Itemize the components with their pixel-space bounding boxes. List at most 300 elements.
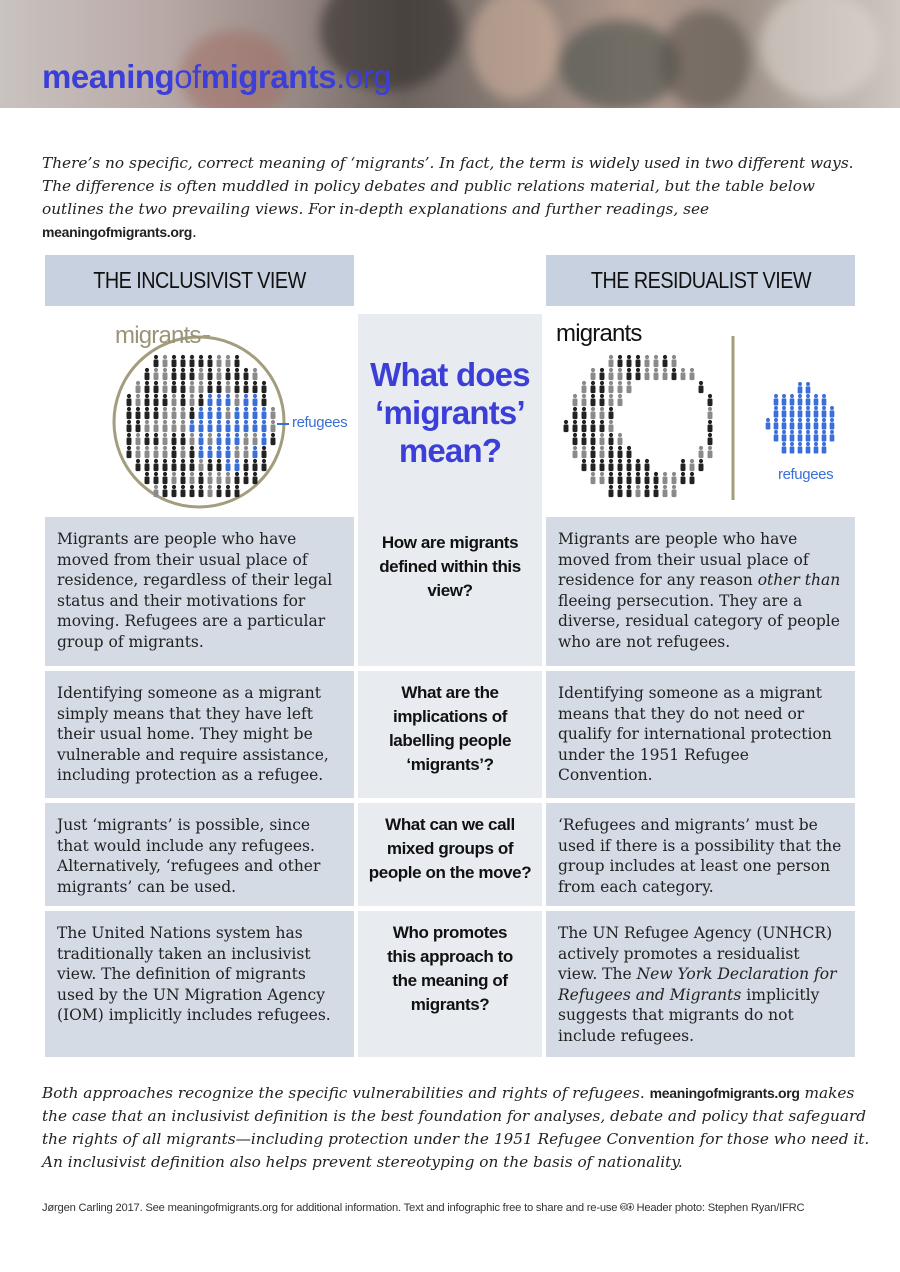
person-icon <box>699 446 704 458</box>
person-icon <box>181 381 186 393</box>
person-icon <box>190 407 195 419</box>
person-icon <box>591 459 596 471</box>
person-icon <box>618 433 623 445</box>
person-icon <box>226 459 231 471</box>
row4-residualist-cell: The UN Refugee Agency (UNHCR) actively promotes a residualist view. The New York Declaration for Refugees and Migrants implicitly suggests that migrants do not include refugees. <box>546 911 855 1057</box>
residualist-infographic <box>546 314 855 514</box>
person-icon <box>181 420 186 432</box>
person-icon <box>690 472 695 484</box>
person-icon <box>190 420 195 432</box>
person-icon <box>262 394 267 406</box>
person-icon <box>190 446 195 458</box>
person-icon <box>154 446 159 458</box>
person-icon <box>774 418 779 430</box>
person-icon <box>253 459 258 471</box>
person-icon <box>672 368 677 380</box>
person-icon <box>618 446 623 458</box>
person-icon <box>573 420 578 432</box>
person-icon <box>774 430 779 442</box>
person-icon <box>782 394 787 406</box>
person-icon <box>154 433 159 445</box>
person-icon <box>190 472 195 484</box>
person-icon <box>136 407 141 419</box>
person-icon <box>154 394 159 406</box>
person-icon <box>708 433 713 445</box>
row1-residualist-cell: Migrants are people who have moved from their usual place of residence for any reason other than fleeing persecution. They are a diverse, residual category of people who are not refugees. <box>546 517 855 666</box>
person-icon <box>609 446 614 458</box>
person-icon <box>654 485 659 497</box>
person-icon <box>163 433 168 445</box>
person-icon <box>244 433 249 445</box>
right-migrants-label: migrants <box>556 320 642 347</box>
person-icon <box>199 485 204 497</box>
person-icon <box>181 407 186 419</box>
right-refugees-label: refugees <box>778 466 834 483</box>
person-icon <box>208 459 213 471</box>
person-icon <box>235 433 240 445</box>
person-icon <box>618 485 623 497</box>
person-icon <box>600 472 605 484</box>
person-icon <box>663 485 668 497</box>
person-icon <box>181 472 186 484</box>
person-icon <box>244 381 249 393</box>
row2-residualist-cell: Identifying someone as a migrant means that they do not need or qualify for international protection under the 1951 Refugee Convention. <box>546 671 855 798</box>
person-icon <box>163 420 168 432</box>
person-icon <box>145 381 150 393</box>
person-icon <box>830 406 835 418</box>
person-icon <box>226 472 231 484</box>
person-icon <box>627 355 632 367</box>
person-icon <box>798 382 803 394</box>
person-icon <box>573 394 578 406</box>
person-icon <box>790 406 795 418</box>
person-icon <box>681 472 686 484</box>
person-icon <box>199 394 204 406</box>
person-icon <box>609 433 614 445</box>
site-logo[interactable]: meaningofmigrants.org <box>42 58 391 95</box>
person-icon <box>226 381 231 393</box>
person-icon <box>199 459 204 471</box>
person-icon <box>609 394 614 406</box>
person-icon <box>127 420 132 432</box>
person-icon <box>708 407 713 419</box>
person-icon <box>226 485 231 497</box>
row3-residualist-cell: ‘Refugees and migrants’ must be used if there is a possibility that the group includes at least one person from each category. <box>546 803 855 906</box>
person-icon <box>235 420 240 432</box>
row3-question-cell <box>358 803 542 906</box>
person-icon <box>262 420 267 432</box>
row2-question-cell <box>358 671 542 798</box>
person-icon <box>145 420 150 432</box>
person-icon <box>199 420 204 432</box>
person-icon <box>163 485 168 497</box>
person-icon <box>627 472 632 484</box>
person-icon <box>636 459 641 471</box>
person-icon <box>806 442 811 454</box>
person-icon <box>190 459 195 471</box>
person-icon <box>190 368 195 380</box>
intro-paragraph: There’s no specific, correct meaning of ‘migrants’. In fact, the term is widely used in two different ways. The difference is often muddled in policy debates and public relations material, but the table below outlines the two prevailing views. For in-depth explanations and further readings, see meaningofmigrants.org. <box>42 154 854 241</box>
person-icon <box>190 485 195 497</box>
person-icon <box>690 368 695 380</box>
person-icon <box>582 420 587 432</box>
person-icon <box>154 459 159 471</box>
header-photo-banner <box>0 0 900 108</box>
row2-question: What are the implications of labelling people ‘migrants’? <box>388 683 512 774</box>
person-icon <box>806 418 811 430</box>
person-icon <box>163 368 168 380</box>
person-icon <box>806 382 811 394</box>
person-icon <box>154 485 159 497</box>
person-icon <box>244 420 249 432</box>
person-icon <box>163 355 168 367</box>
person-icon <box>636 368 641 380</box>
person-icon <box>181 459 186 471</box>
person-icon <box>573 446 578 458</box>
person-icon <box>181 433 186 445</box>
person-icon <box>600 381 605 393</box>
person-icon <box>822 442 827 454</box>
person-icon <box>600 446 605 458</box>
row2-inclusivist-cell: Identifying someone as a migrant simply means that they have left their usual home. They might be vulnerable and require assistance, including protection as a refugee. <box>45 671 354 798</box>
person-icon <box>627 368 632 380</box>
person-icon <box>822 430 827 442</box>
person-icon <box>582 381 587 393</box>
person-icon <box>672 472 677 484</box>
person-icon <box>672 355 677 367</box>
person-icon <box>208 485 213 497</box>
person-icon <box>235 407 240 419</box>
person-icon <box>798 394 803 406</box>
person-icon <box>573 433 578 445</box>
center-question-cell: What does ‘migrants’ mean? <box>358 314 542 666</box>
person-icon <box>699 381 704 393</box>
person-icon <box>217 394 222 406</box>
person-icon <box>814 406 819 418</box>
person-icon <box>199 407 204 419</box>
person-icon <box>672 485 677 497</box>
person-icon <box>244 368 249 380</box>
person-icon <box>172 420 177 432</box>
person-icon <box>127 394 132 406</box>
person-icon <box>636 472 641 484</box>
person-icon <box>790 394 795 406</box>
person-icon <box>208 446 213 458</box>
person-icon <box>127 407 132 419</box>
person-icon <box>830 430 835 442</box>
person-icon <box>814 418 819 430</box>
person-icon <box>253 407 258 419</box>
inclusivist-header: THE INCLUSIVIST VIEW <box>45 255 354 306</box>
person-icon <box>145 433 150 445</box>
person-icon <box>766 418 771 430</box>
person-icon <box>244 446 249 458</box>
person-icon <box>609 459 614 471</box>
person-icon <box>217 355 222 367</box>
person-icon <box>782 418 787 430</box>
person-icon <box>136 381 141 393</box>
person-icon <box>663 355 668 367</box>
person-icon <box>145 472 150 484</box>
person-icon <box>235 381 240 393</box>
person-icon <box>609 381 614 393</box>
person-icon <box>271 407 276 419</box>
row3-inclusivist-cell: Just ‘migrants’ is possible, since that would include any refugees. Alternatively, ‘refugees and other migrants’ can be used. <box>45 803 354 906</box>
person-icon <box>582 459 587 471</box>
person-icon <box>127 446 132 458</box>
person-icon <box>172 472 177 484</box>
left-refugees-label: refugees <box>292 414 348 431</box>
person-icon <box>226 433 231 445</box>
person-icon <box>699 459 704 471</box>
person-icon <box>244 407 249 419</box>
person-icon <box>618 368 623 380</box>
person-icon <box>708 394 713 406</box>
person-icon <box>181 368 186 380</box>
person-icon <box>181 485 186 497</box>
intro-brand-link[interactable]: meaningofmigrants.org <box>42 224 193 240</box>
person-icon <box>217 407 222 419</box>
person-icon <box>609 420 614 432</box>
person-icon <box>244 394 249 406</box>
person-icon <box>163 459 168 471</box>
person-icon <box>636 485 641 497</box>
person-icon <box>244 459 249 471</box>
person-icon <box>190 433 195 445</box>
person-icon <box>798 442 803 454</box>
person-icon <box>145 459 150 471</box>
person-icon <box>690 459 695 471</box>
person-icon <box>627 485 632 497</box>
person-icon <box>790 430 795 442</box>
person-icon <box>790 442 795 454</box>
person-icon <box>208 355 213 367</box>
person-icon <box>217 472 222 484</box>
person-icon <box>618 394 623 406</box>
person-icon <box>154 407 159 419</box>
person-icon <box>645 355 650 367</box>
person-icon <box>181 446 186 458</box>
person-icon <box>627 381 632 393</box>
person-icon <box>235 485 240 497</box>
person-icon <box>226 420 231 432</box>
person-icon <box>645 472 650 484</box>
person-icon <box>774 394 779 406</box>
person-icon <box>163 446 168 458</box>
person-icon <box>217 420 222 432</box>
person-icon <box>154 355 159 367</box>
person-icon <box>627 459 632 471</box>
residualist-header: THE RESIDUALIST VIEW <box>546 255 855 306</box>
person-icon <box>253 446 258 458</box>
person-icon <box>814 442 819 454</box>
person-icon <box>600 420 605 432</box>
person-icon <box>645 368 650 380</box>
person-icon <box>782 430 787 442</box>
cc-license-icon: 🅭🅯 <box>620 1201 634 1214</box>
person-icon <box>774 406 779 418</box>
person-icon <box>609 472 614 484</box>
person-icon <box>163 472 168 484</box>
person-icon <box>253 420 258 432</box>
person-icon <box>262 381 267 393</box>
person-icon <box>235 355 240 367</box>
person-icon <box>127 433 132 445</box>
person-icon <box>154 381 159 393</box>
closing-paragraph: Both approaches recognize the specific vulnerabilities and rights of refugees. meaningofmigrants.org makes the case that an inclusivist definition is the best foundation for analyses, debate and policy that safeguard the rights of all migrants—including protection under the 1951 Refugee Convention for those who need it. An inclusivist definition also helps prevent stereotyping on the basis of nationality. <box>42 1084 870 1171</box>
person-icon <box>654 368 659 380</box>
person-icon <box>136 420 141 432</box>
person-icon <box>163 407 168 419</box>
footer-credits: Jørgen Carling 2017. See meaningofmigrants.org for additional information. Text and infographic free to share and re-use 🅭🅯 Header photo: Stephen Ryan/IFRC <box>42 1201 805 1214</box>
left-migrants-label: migrants <box>115 322 201 349</box>
person-icon <box>708 420 713 432</box>
person-icon <box>582 394 587 406</box>
person-icon <box>663 472 668 484</box>
person-icon <box>172 381 177 393</box>
person-icon <box>591 472 596 484</box>
person-icon <box>645 459 650 471</box>
person-icon <box>814 430 819 442</box>
person-icon <box>163 381 168 393</box>
row4-question: Who promotes this approach to the meaning of migrants? <box>387 923 513 1014</box>
person-icon <box>253 381 258 393</box>
person-icon <box>226 407 231 419</box>
person-icon <box>591 446 596 458</box>
person-icon <box>172 485 177 497</box>
person-icon <box>618 472 623 484</box>
person-icon <box>573 407 578 419</box>
person-icon <box>190 355 195 367</box>
person-icon <box>582 446 587 458</box>
person-icon <box>235 446 240 458</box>
person-icon <box>654 472 659 484</box>
person-icon <box>822 394 827 406</box>
person-icon <box>806 406 811 418</box>
person-icon <box>591 433 596 445</box>
person-icon <box>600 368 605 380</box>
person-icon <box>190 394 195 406</box>
person-icon <box>591 407 596 419</box>
person-icon <box>199 433 204 445</box>
person-icon <box>798 406 803 418</box>
person-icon <box>172 355 177 367</box>
person-icon <box>806 394 811 406</box>
person-icon <box>663 368 668 380</box>
person-icon <box>208 368 213 380</box>
person-icon <box>226 368 231 380</box>
person-icon <box>154 368 159 380</box>
person-icon <box>253 368 258 380</box>
person-icon <box>217 433 222 445</box>
person-icon <box>654 355 659 367</box>
person-icon <box>814 394 819 406</box>
person-icon <box>262 407 267 419</box>
person-icon <box>145 368 150 380</box>
person-icon <box>208 394 213 406</box>
row1-inclusivist-cell: Migrants are people who have moved from their usual place of residence, regardless of their legal status and their motivations for moving. Refugees are a particular group of migrants. <box>45 517 354 666</box>
person-icon <box>199 381 204 393</box>
person-icon <box>136 394 141 406</box>
person-icon <box>199 446 204 458</box>
person-icon <box>217 459 222 471</box>
person-icon <box>262 433 267 445</box>
person-icon <box>582 433 587 445</box>
person-icon <box>609 355 614 367</box>
inclusivist-infographic <box>45 314 354 514</box>
person-icon <box>262 446 267 458</box>
person-icon <box>253 472 258 484</box>
person-icon <box>226 355 231 367</box>
outro-brand-link[interactable]: meaningofmigrants.org <box>649 1085 800 1101</box>
person-icon <box>136 446 141 458</box>
person-icon <box>790 418 795 430</box>
row4-question-cell <box>358 911 542 1057</box>
person-icon <box>609 368 614 380</box>
person-icon <box>199 368 204 380</box>
row1-question: How are migrants defined within this view? <box>379 533 521 600</box>
person-icon <box>822 406 827 418</box>
person-icon <box>172 368 177 380</box>
person-icon <box>244 472 249 484</box>
person-icon <box>172 394 177 406</box>
person-icon <box>636 355 641 367</box>
person-icon <box>172 459 177 471</box>
person-icon <box>600 433 605 445</box>
person-icon <box>199 472 204 484</box>
person-icon <box>600 459 605 471</box>
person-icon <box>235 459 240 471</box>
person-icon <box>208 407 213 419</box>
person-icon <box>208 420 213 432</box>
person-icon <box>591 394 596 406</box>
person-icon <box>145 394 150 406</box>
person-icon <box>145 407 150 419</box>
person-icon <box>618 459 623 471</box>
person-icon <box>627 446 632 458</box>
person-icon <box>172 433 177 445</box>
person-icon <box>235 472 240 484</box>
person-icon <box>600 394 605 406</box>
person-icon <box>145 446 150 458</box>
person-icon <box>199 355 204 367</box>
person-icon <box>618 381 623 393</box>
person-icon <box>181 394 186 406</box>
person-icon <box>208 433 213 445</box>
person-icon <box>226 446 231 458</box>
person-icon <box>208 472 213 484</box>
person-icon <box>163 394 168 406</box>
person-icon <box>618 355 623 367</box>
person-icon <box>172 446 177 458</box>
person-icon <box>591 381 596 393</box>
person-icon <box>782 406 787 418</box>
person-icon <box>271 433 276 445</box>
person-icon <box>136 459 141 471</box>
person-icon <box>172 407 177 419</box>
person-icon <box>806 430 811 442</box>
person-icon <box>830 418 835 430</box>
row4-inclusivist-cell: The United Nations system has traditionally taken an inclusivist view. The definition of migrants used by the UN Migration Agency (IOM) implicitly includes refugees. <box>45 911 354 1057</box>
person-icon <box>253 433 258 445</box>
person-icon <box>645 485 650 497</box>
person-icon <box>226 394 231 406</box>
person-icon <box>681 459 686 471</box>
person-icon <box>798 418 803 430</box>
person-icon <box>708 446 713 458</box>
person-icon <box>235 394 240 406</box>
person-icon <box>253 394 258 406</box>
